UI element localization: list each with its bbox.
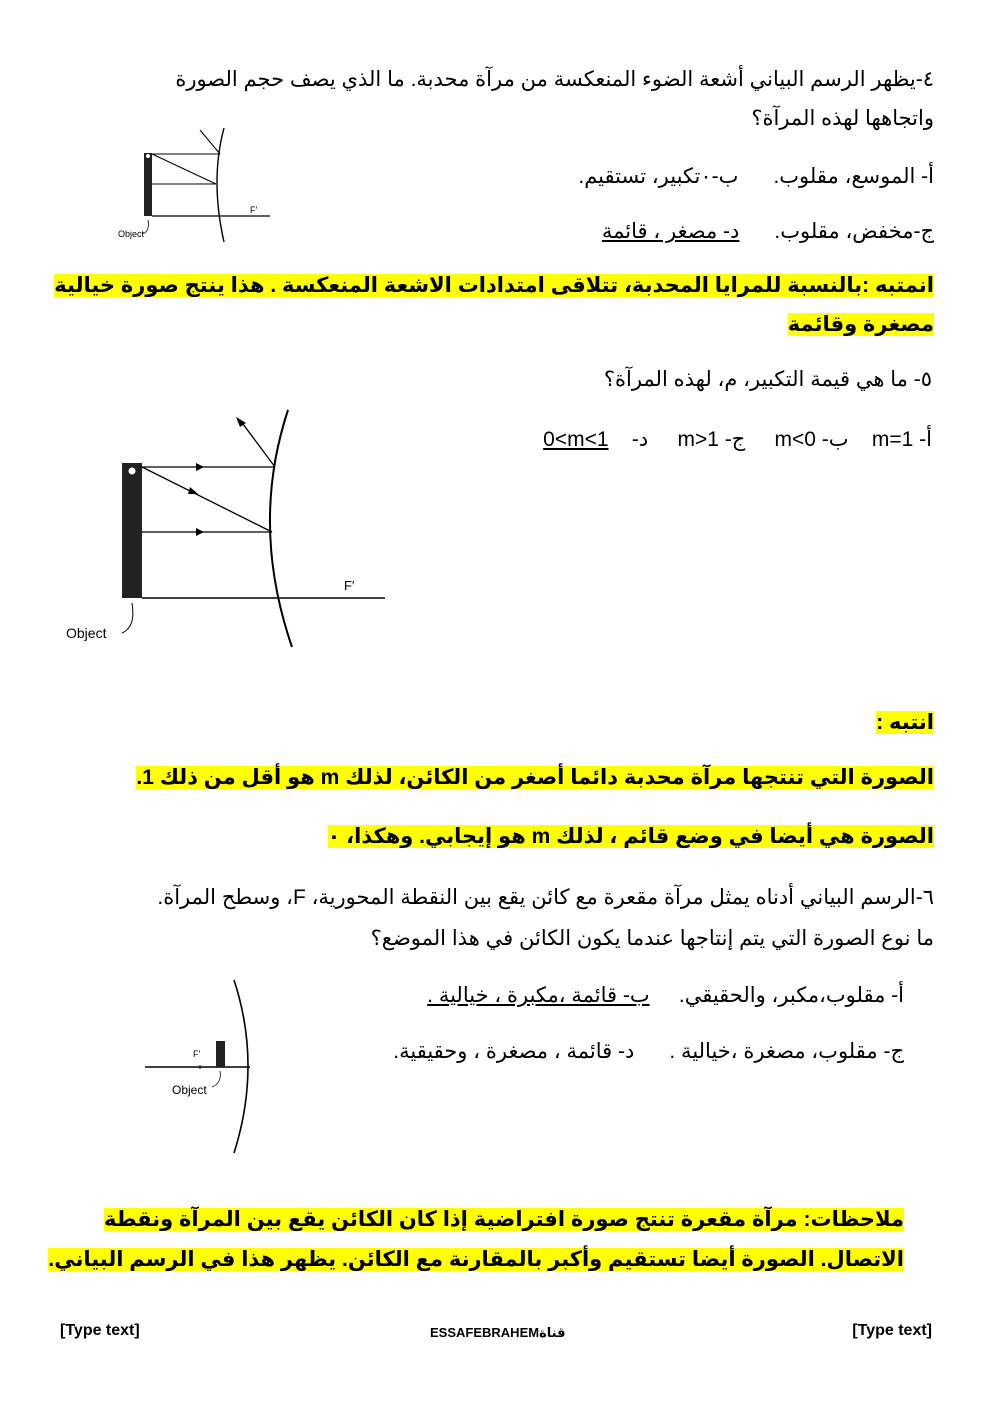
q5-option-d-label[interactable]: د-: [631, 428, 649, 451]
note1-line1: انمتبه :بالنسبة للمرايا المحدبة، تتلاقى امتدادات الاشعة المنعكسة . هذا ينتج صورة خيالية: [54, 274, 934, 297]
mirror-curve: [217, 128, 224, 242]
note3-line2: الاتصال. الصورة أيضا تستقيم وأكبر بالمقارنة مع الكائن. يظهر هذا في الرسم البياني.: [48, 1248, 904, 1271]
object-label: Object: [172, 1083, 207, 1097]
q6-option-d[interactable]: د- قائمة ، مصغرة ، وحقيقية.: [393, 1040, 635, 1063]
q6-option-a[interactable]: أ- مقلوب،مكبر، والحقيقي.: [678, 984, 904, 1007]
q5-option-d-value[interactable]: 0<m<1: [543, 428, 609, 451]
note1-line2: مصغرة وقائمة: [787, 313, 934, 336]
focal-label: F′: [250, 205, 258, 215]
footer-right: [Type text]: [852, 1322, 932, 1339]
q5-options: [543, 420, 932, 459]
q5-option-b[interactable]: ب- m<0: [774, 428, 849, 451]
note2-line2: الصورة هي أيضا في وضع قائم ، لذلك m هو إيجابي. وهكذا، ٠: [327, 825, 934, 848]
q5-option-a[interactable]: أ- m=1: [871, 428, 932, 451]
note2-line1: الصورة التي تنتجها مرآة محدبة دائما أصغر من الكائن، لذلك m هو أقل من ذلك 1.: [136, 766, 934, 789]
convex-mirror-diagram-large: [60, 405, 390, 655]
object-bar: [216, 1041, 225, 1067]
q6-option-b[interactable]: ب- قائمة ،مكبرة ، خيالية .: [427, 984, 650, 1007]
object-label: Object: [66, 625, 107, 641]
q4-line1: ٤-يظهر الرسم البياني أشعة الضوء المنعكسة من مرآة محدبة. ما الذي يصف حجم الصورة: [175, 68, 934, 91]
convex-mirror-diagram-small: [110, 120, 280, 250]
q5-question: ٥- ما هي قيمة التكبير، م، لهذه المرآة؟: [603, 368, 932, 391]
mirror-curve: [270, 410, 292, 647]
note3-line1: ملاحظات: مرآة مقعرة تنتج صورة افتراضية إذا كان الكائن يقع بين المرآة ونقطة: [103, 1208, 904, 1231]
q4-option-c[interactable]: ج-مخفض، مقلوب.: [774, 220, 934, 243]
footer-center: ESSAFEBRAHEMقناة: [430, 1325, 566, 1340]
q6-options-row2: [393, 1032, 904, 1071]
q6-line1: ٦-الرسم البياني أدناه يمثل مرآة مقعرة مع كائن يقع بين النقطة المحورية، F، وسطح المرآة.: [157, 886, 934, 909]
q4-option-a[interactable]: أ- الموسع، مقلوب.: [773, 165, 934, 188]
q4-options-row2: [602, 212, 934, 251]
q6-line2: ما نوع الصورة التي يتم إنتاجها عندما يكون الكائن في هذا الموضع؟: [370, 927, 934, 950]
q6-options-row1: [427, 976, 904, 1015]
object-bar: [122, 463, 142, 598]
q4-line2: واتجاهها لهذه المرآة؟: [751, 107, 934, 130]
focal-label: F′: [344, 578, 355, 593]
q5-option-c[interactable]: ج- m>1: [677, 428, 746, 451]
q4-option-b[interactable]: ب-٠تكبير، تستقيم.: [578, 165, 739, 188]
focal-label: F′: [193, 1049, 201, 1059]
q6-option-c[interactable]: ج- مقلوب، مصغرة ،خيالية .: [669, 1040, 904, 1063]
footer-left: [Type text]: [60, 1322, 140, 1339]
q4-options-row1: [578, 157, 934, 196]
q4-option-d[interactable]: د- مصغر ، قائمة: [601, 220, 740, 243]
object-label: Object: [118, 229, 145, 239]
note2-title: انتبه :: [876, 711, 934, 734]
concave-mirror-diagram: [140, 975, 270, 1155]
object-bar: [144, 153, 152, 216]
